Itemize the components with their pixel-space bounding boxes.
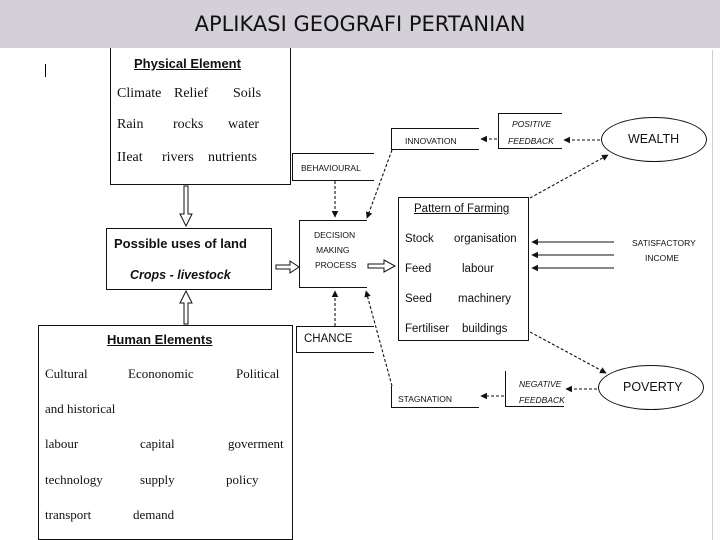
hollow-arrow-right-1 (276, 261, 299, 273)
pattern-item: organisation (454, 233, 517, 245)
pattern-item: Fertiliser (405, 323, 450, 335)
negative-feedback-line: FEEDBACK (519, 395, 565, 405)
human-item: transport (45, 507, 92, 522)
human-item: and historical (45, 401, 116, 416)
pattern-item: machinery (458, 293, 512, 305)
stagnation-label: STAGNATION (398, 394, 452, 404)
poverty-label: POVERTY (623, 380, 683, 394)
pattern-item: Seed (405, 293, 432, 305)
human-item: demand (133, 507, 175, 522)
human-item: capital (140, 436, 175, 451)
pattern-item: labour (462, 263, 494, 275)
slide-title: APLIKASI GEOGRAFI PERTANIAN (194, 12, 526, 36)
decision-label-line: DECISION (314, 230, 356, 240)
physical-item: Soils (233, 86, 262, 101)
wealth-label: WEALTH (628, 132, 680, 146)
physical-item: Rain (117, 117, 144, 132)
physical-item: IIeat (117, 150, 143, 165)
connector-line (530, 155, 608, 198)
chance-label: CHANCE (304, 333, 353, 345)
possible-uses-heading: Possible uses of land (114, 236, 247, 251)
innovation-label: INNOVATION (405, 136, 457, 146)
pattern-item: Stock (405, 233, 434, 245)
text-cursor (45, 64, 46, 77)
slide-edge-line (712, 50, 713, 540)
pattern-item: Feed (405, 263, 432, 275)
pattern-heading: Pattern of Farming (414, 203, 510, 215)
human-item: labour (45, 436, 79, 451)
human-item: Political (236, 366, 280, 381)
decision-label-line: MAKING (316, 245, 350, 255)
satisfactory-line: INCOME (645, 253, 679, 263)
physical-item: rocks (173, 117, 204, 132)
hollow-arrow-right-2 (368, 260, 395, 272)
physical-item: Relief (174, 86, 209, 101)
behavioural-label: BEHAVIOURAL (301, 163, 361, 173)
human-item: Econonomic (128, 366, 194, 381)
human-item: technology (45, 472, 103, 487)
physical-item: Climate (117, 86, 162, 101)
decision-label-line: PROCESS (315, 260, 357, 270)
positive-feedback-line: FEEDBACK (508, 136, 554, 146)
satisfactory-line: SATISFACTORY (632, 238, 696, 248)
hollow-arrow-up-1 (180, 291, 192, 324)
physical-element-heading: Physical Element (134, 56, 241, 71)
physical-item: rivers (162, 150, 194, 165)
physical-item: nutrients (208, 150, 257, 165)
connector-line (530, 332, 606, 373)
pattern-item: buildings (462, 323, 508, 335)
physical-item: water (228, 117, 260, 132)
negative-feedback-line: NEGATIVE (519, 379, 562, 389)
human-item: policy (226, 472, 259, 487)
positive-feedback-line: POSITIVE (512, 119, 552, 129)
human-item: Cultural (45, 366, 88, 381)
hollow-arrow-down-1 (180, 186, 192, 226)
human-elements-heading: Human Elements (107, 332, 213, 347)
possible-uses-sub: Crops - livestock (130, 268, 231, 282)
human-item: goverment (228, 436, 284, 451)
human-item: supply (140, 472, 175, 487)
